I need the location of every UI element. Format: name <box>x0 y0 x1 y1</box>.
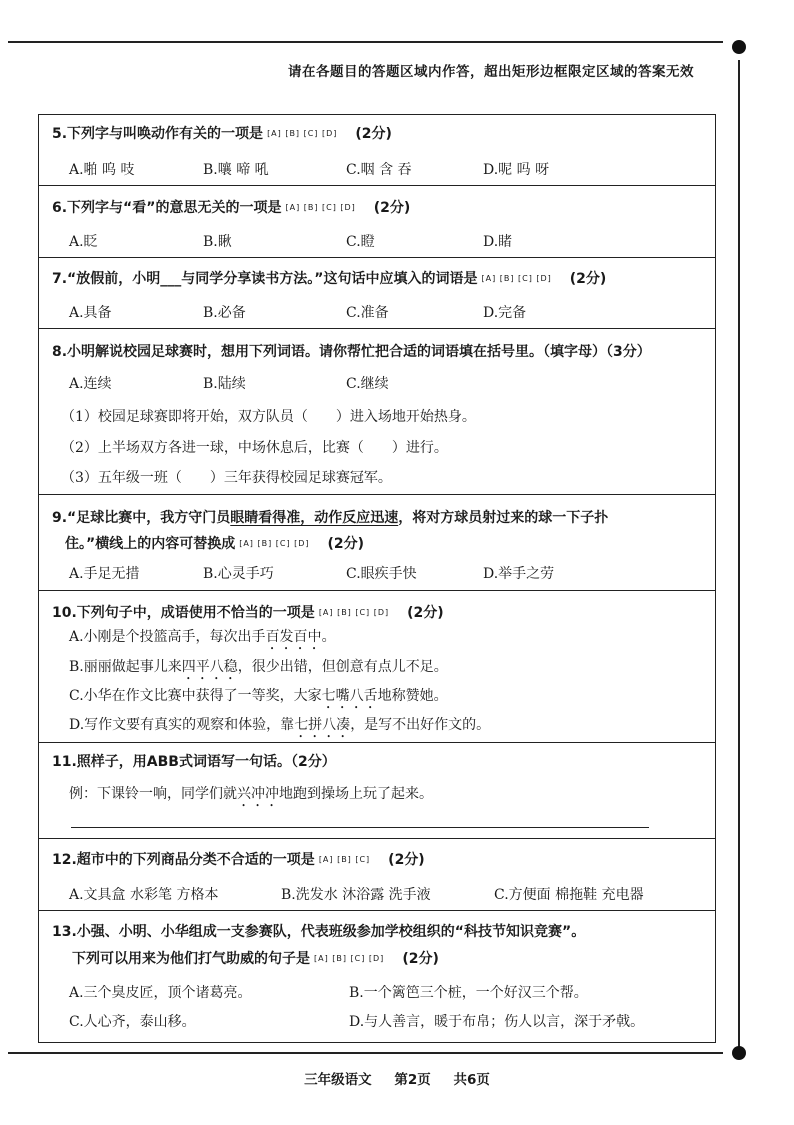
q13-option-d: D.与人善言，暖于布帛；伤人以言，深于矛戟。 <box>349 1014 645 1030</box>
q12-option-c: C.方便面 棉拖鞋 充电器 <box>494 887 644 903</box>
top-binding-dot <box>732 40 746 54</box>
q5-option-a: A.啪 呜 吱 <box>69 162 135 178</box>
question-frame <box>38 114 716 1043</box>
q11-answer-line[interactable] <box>71 827 649 828</box>
q6-option-a: A.眨 <box>69 234 98 250</box>
answer-area-notice: 请在各题目的答题区域内作答，超出矩形边框限定区域的答案无效 <box>288 64 694 80</box>
q6-stem: 6.下列字与“看”的意思无关的一项是 [A] [B] [C] [D] (2分) <box>52 200 411 216</box>
footer-page: 第2页 <box>394 1072 431 1088</box>
q6-option-b: B.瞅 <box>203 234 232 250</box>
question-13 <box>39 911 715 1042</box>
q9-option-a: A.手足无措 <box>69 566 140 582</box>
q10-option-a: A.小刚是个投篮高手，每次出手百发百中。 <box>69 629 336 645</box>
footer-total-pages: 共6页 <box>453 1072 490 1088</box>
q10-answer-choices[interactable]: [A] [B] [C] [D] <box>318 608 390 617</box>
question-6 <box>39 186 715 258</box>
q9-option-b: B.心灵手巧 <box>203 566 274 582</box>
q8-option-c: C.继续 <box>346 376 389 392</box>
q8-option-a: A.连续 <box>69 376 112 392</box>
q8-option-b: B.陆续 <box>203 376 246 392</box>
q9-answer-choices[interactable]: [A] [B] [C] [D] <box>239 539 310 548</box>
q13-option-b: B.一个篱笆三个桩，一个好汉三个帮。 <box>349 985 588 1001</box>
q13-stem-line-1: 13.小强、小明、小华组成一支参赛队，代表班级参加学校组织的“科技节知识竞赛”。 <box>52 924 586 940</box>
question-12 <box>39 839 715 911</box>
bottom-rule <box>8 1052 723 1054</box>
q9-option-c: C.眼疾手快 <box>346 566 417 582</box>
q7-option-d: D.完备 <box>483 305 527 321</box>
q5-option-b: B.嚷 啼 吼 <box>203 162 269 178</box>
q13-stem-line-2: 下列可以用来为他们打气助威的句子是 [A] [B] [C] [D] (2分) <box>72 951 439 967</box>
q12-option-a: A.文具盒 水彩笔 方格本 <box>69 887 219 903</box>
q6-option-c: C.瞪 <box>346 234 375 250</box>
q11-example: 例：下课铃一响，同学们就兴冲冲地跑到操场上玩了起来。 <box>69 786 433 802</box>
q7-answer-choices[interactable]: [A] [B] [C] [D] <box>481 274 552 283</box>
q10-option-b: B.丽丽做起事儿来四平八稳，很少出错，但创意有点儿不足。 <box>69 659 448 675</box>
q7-option-b: B.必备 <box>203 305 246 321</box>
footer-subject: 三年级语文 <box>304 1072 372 1088</box>
q10-stem: 10.下列句子中，成语使用不恰当的一项是 [A] [B] [C] [D] (2分) <box>52 605 444 621</box>
question-7 <box>39 258 715 329</box>
question-8 <box>39 329 715 495</box>
q6-answer-choices[interactable]: [A] [B] [C] [D] <box>285 203 356 212</box>
q5-stem: 5.下列字与叫唤动作有关的一项是 [A] [B] [C] [D] (2分) <box>52 126 392 142</box>
q5-option-c: C.咽 含 吞 <box>346 162 412 178</box>
question-9 <box>39 495 715 591</box>
q7-stem: 7.“放假前，小明___与同学分享读书方法。”这句话中应填入的词语是 [A] [B] [C] [D] (2分) <box>52 271 607 287</box>
q7-option-c: C.准备 <box>346 305 389 321</box>
q11-stem: 11.照样子，用ABB式词语写一句话。（2分） <box>52 754 336 770</box>
q8-item-2: （2）上半场双方各进一球，中场休息后，比赛（ ）进行。 <box>61 440 448 456</box>
q9-stem-line-2: 住。”横线上的内容可替换成 [A] [B] [C] [D] (2分) <box>65 536 365 552</box>
q12-option-b: B.洗发水 沐浴露 洗手液 <box>281 887 431 903</box>
q9-underlined-phrase: 眼睛看得准，动作反应迅速 <box>230 510 399 526</box>
q12-answer-choices[interactable]: [A] [B] [C] <box>318 855 371 864</box>
q13-option-c: C.人心齐，泰山移。 <box>69 1014 196 1030</box>
q8-stem: 8.小明解说校园足球赛时，想用下列词语。请你帮忙把合适的词语填在括号里。（填字母）（3分） <box>52 344 651 360</box>
bottom-binding-dot <box>732 1046 746 1060</box>
top-rule <box>8 41 723 43</box>
q10-option-c: C.小华在作文比赛中获得了一等奖，大家七嘴八舌地称赞她。 <box>69 688 448 704</box>
q9-stem-line-1: 9.“足球比赛中，我方守门员眼睛看得准，动作反应迅速，将对方球员射过来的球一下子扑 <box>52 510 609 526</box>
q8-item-3: （3）五年级一班（ ）三年获得校园足球赛冠军。 <box>61 470 392 486</box>
q8-item-1: （1）校园足球赛即将开始，双方队员（ ）进入场地开始热身。 <box>61 409 476 425</box>
q13-answer-choices[interactable]: [A] [B] [C] [D] <box>314 954 385 963</box>
q5-answer-choices[interactable]: [A] [B] [C] [D] <box>267 129 338 138</box>
q6-option-d: D.睹 <box>483 234 513 250</box>
question-5 <box>39 115 715 186</box>
question-11 <box>39 743 715 839</box>
q12-stem: 12.超市中的下列商品分类不合适的一项是 [A] [B] [C] (2分) <box>52 852 425 868</box>
q10-option-d: D.写作文要有真实的观察和体验，靠七拼八凑，是写不出好作文的。 <box>69 717 491 733</box>
q5-option-d: D.呢 吗 呀 <box>483 162 550 178</box>
page-footer <box>0 1068 794 1088</box>
q9-option-d: D.举手之劳 <box>483 566 555 582</box>
right-margin-rule <box>738 60 740 1050</box>
q7-option-a: A.具备 <box>69 305 112 321</box>
question-10 <box>39 591 715 743</box>
q13-option-a: A.三个臭皮匠，顶个诸葛亮。 <box>69 985 252 1001</box>
